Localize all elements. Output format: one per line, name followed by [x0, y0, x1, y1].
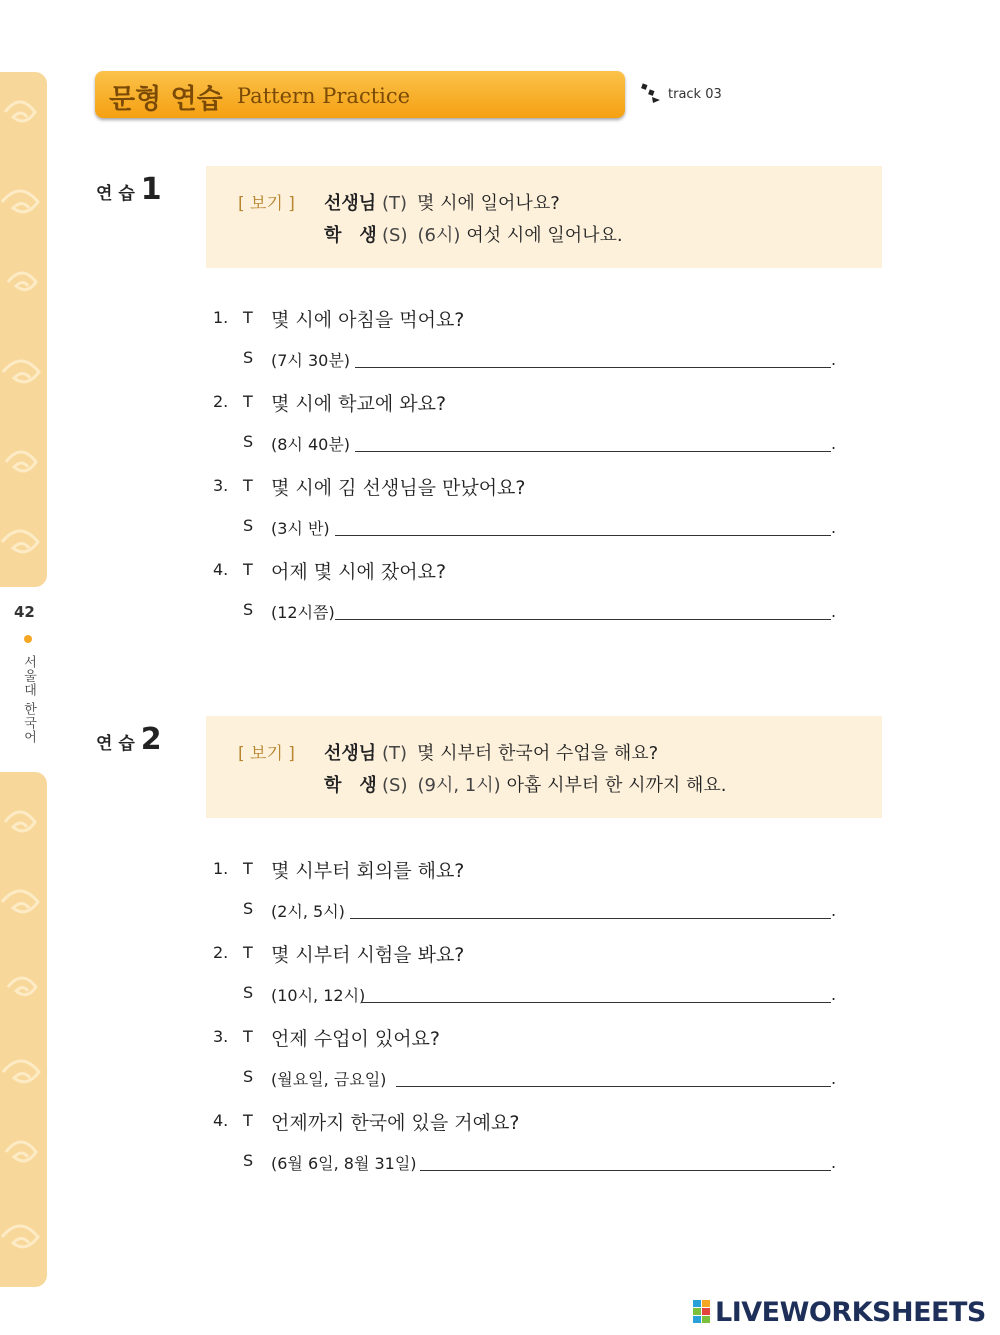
answer-period: .: [831, 350, 837, 369]
speaker-name: 선생님: [324, 193, 377, 214]
teacher-marker: T: [243, 476, 253, 495]
speaker-role: (S): [382, 775, 408, 796]
question-text: 몇 시에 학교에 와요?: [271, 393, 447, 415]
answer-period: .: [831, 602, 837, 621]
answer-blank[interactable]: [335, 535, 831, 536]
answer-period: .: [831, 518, 837, 537]
teacher-marker: T: [243, 859, 253, 878]
example-tag: [ 보기 ]: [238, 194, 295, 214]
section-title-english: Pattern Practice: [237, 84, 411, 108]
answer-period: .: [831, 1153, 837, 1172]
book-title: 서울대 한국어: [21, 655, 36, 745]
teacher-marker: T: [243, 392, 253, 411]
question-text: 몇 시부터 시험을 봐요?: [271, 944, 465, 966]
speaker-role: (T): [382, 193, 408, 214]
answer-blank[interactable]: [362, 1002, 831, 1003]
example-teacher-line: [324, 189, 560, 215]
example-tag: [ 보기 ]: [238, 744, 295, 764]
exercise-label-text: 연 습: [96, 184, 135, 204]
student-marker: S: [243, 1067, 254, 1086]
question-text: 어제 몇 시에 잤어요?: [271, 561, 447, 583]
student-marker: S: [243, 516, 254, 535]
student-marker: S: [243, 348, 254, 367]
example-box: [206, 166, 882, 268]
decorative-strip-top: [0, 72, 47, 587]
section-banner: [95, 71, 625, 118]
answer-period: .: [831, 434, 837, 453]
answer-cue: (7시 30분): [271, 351, 351, 370]
liveworksheets-logo-icon: [693, 1300, 711, 1324]
question-number: 3.: [213, 1027, 229, 1046]
question-number: 3.: [213, 476, 229, 495]
question-text: 언제까지 한국에 있을 거예요?: [271, 1112, 520, 1134]
example-box: [206, 716, 882, 818]
speaker-name: 학 생: [324, 225, 377, 246]
example-student-line: [324, 771, 727, 797]
audio-track-icon[interactable]: [640, 82, 662, 104]
student-marker: S: [243, 1151, 254, 1170]
track-label: track 03: [668, 87, 722, 102]
teacher-marker: T: [243, 943, 253, 962]
exercise-number: 1: [140, 172, 162, 207]
answer-blank[interactable]: [355, 451, 831, 452]
question-number: 2.: [213, 943, 229, 962]
example-question: 몇 시에 일어나요?: [417, 193, 560, 214]
exercise-label: [96, 172, 162, 207]
example-teacher-line: [324, 739, 658, 765]
speaker-role: (S): [382, 225, 408, 246]
example-student-line: [324, 221, 623, 247]
example-cue: (6시): [417, 225, 461, 246]
question-text: 몇 시에 아침을 먹어요?: [271, 309, 465, 331]
student-marker: S: [243, 432, 254, 451]
answer-period: .: [831, 1069, 837, 1088]
example-question: 몇 시부터 한국어 수업을 해요?: [417, 743, 659, 764]
answer-blank[interactable]: [396, 1086, 831, 1087]
answer-blank[interactable]: [420, 1170, 831, 1171]
speaker-name: 학 생: [324, 775, 377, 796]
answer-blank[interactable]: [355, 367, 831, 368]
question-text: 몇 시에 김 선생님을 만났어요?: [271, 477, 526, 499]
example-cue: (9시, 1시): [417, 775, 501, 796]
answer-cue: (3시 반): [271, 519, 330, 538]
student-marker: S: [243, 983, 254, 1002]
answer-period: .: [831, 985, 837, 1004]
answer-cue: (12시쯤): [271, 603, 335, 622]
decorative-strip-bottom: [0, 772, 47, 1287]
liveworksheets-brand[interactable]: LIVEWORKSHEETS: [715, 1297, 986, 1328]
teacher-marker: T: [243, 1111, 253, 1130]
answer-blank[interactable]: [350, 918, 831, 919]
answer-cue: (10시, 12시): [271, 986, 366, 1005]
exercise-number: 2: [140, 722, 162, 757]
question-number: 4.: [213, 560, 229, 579]
question-number: 4.: [213, 1111, 229, 1130]
answer-period: .: [831, 901, 837, 920]
cloud-pattern-icon: [0, 72, 47, 587]
student-marker: S: [243, 600, 254, 619]
teacher-marker: T: [243, 1027, 253, 1046]
exercise-label: [96, 722, 162, 757]
example-answer: 아홉 시부터 한 시까지 해요.: [506, 775, 727, 796]
answer-cue: (2시, 5시): [271, 902, 345, 921]
answer-cue: (월요일, 금요일): [271, 1070, 387, 1089]
question-text: 언제 수업이 있어요?: [271, 1028, 440, 1050]
page-number: 42: [14, 603, 35, 621]
question-number: 2.: [213, 392, 229, 411]
exercise-label-text: 연 습: [96, 734, 135, 754]
cloud-pattern-icon: [0, 772, 47, 1287]
teacher-marker: T: [243, 308, 253, 327]
answer-cue: (8시 40분): [271, 435, 351, 454]
question-number: 1.: [213, 859, 229, 878]
example-answer: 여섯 시에 일어나요.: [466, 225, 623, 246]
question-number: 1.: [213, 308, 229, 327]
bullet-dot-icon: [24, 635, 32, 643]
answer-cue: (6월 6일, 8월 31일): [271, 1154, 417, 1173]
teacher-marker: T: [243, 560, 253, 579]
question-text: 몇 시부터 회의를 해요?: [271, 860, 465, 882]
speaker-role: (T): [382, 743, 408, 764]
student-marker: S: [243, 899, 254, 918]
speaker-name: 선생님: [324, 743, 377, 764]
section-title-korean: 문형 연습: [109, 84, 223, 115]
answer-blank[interactable]: [335, 619, 831, 620]
